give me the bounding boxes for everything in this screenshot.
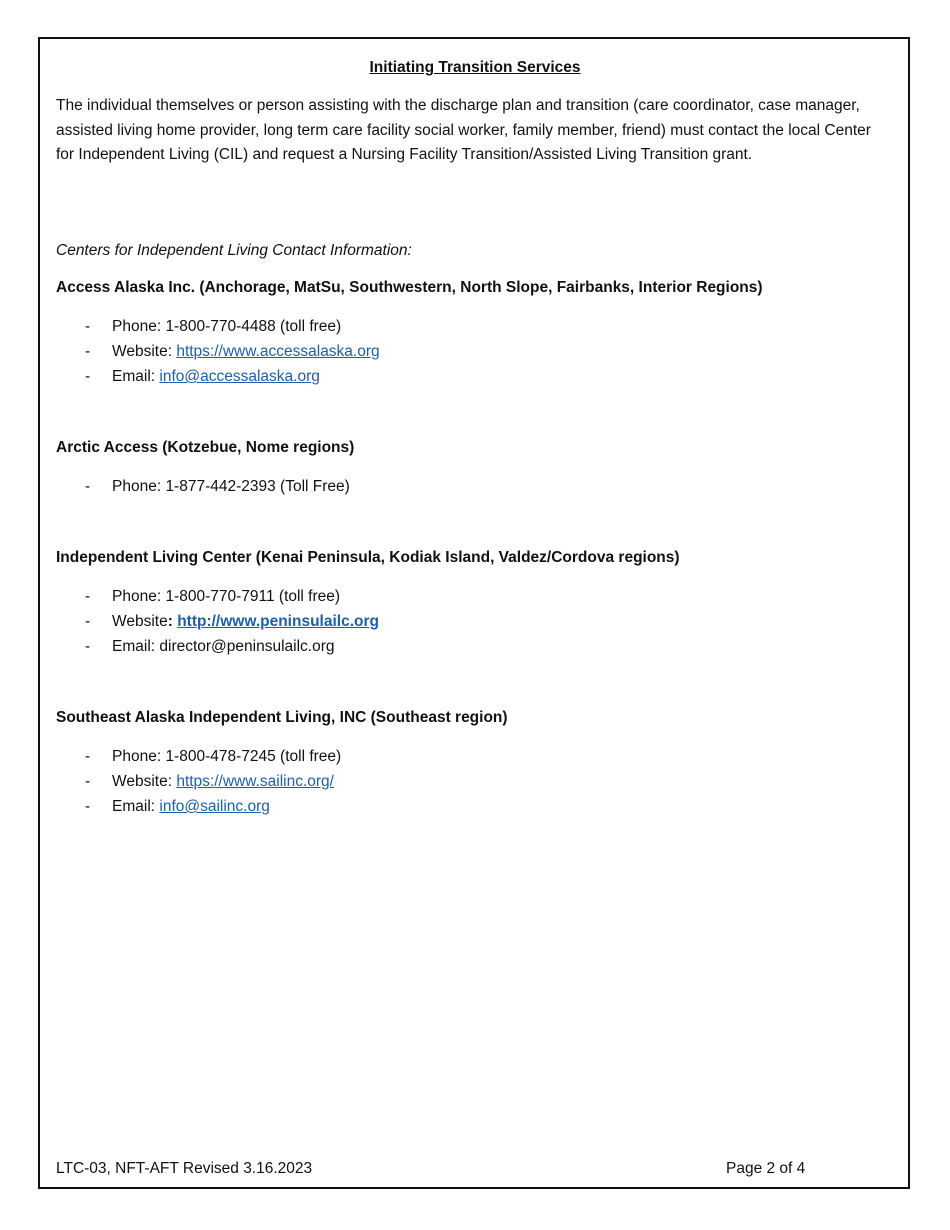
page-title: Initiating Transition Services (369, 59, 581, 76)
website-label: Website: (112, 343, 177, 360)
org-name-independent-living-center: Independent Living Center (Kenai Peninsula, Kodiak Island, Valdez/Cordova regions) (56, 549, 680, 566)
org-name-sail: Southeast Alaska Independent Living, INC (Southeast region) (56, 709, 508, 726)
email-label: Email: (112, 368, 160, 385)
org-name-access-alaska: Access Alaska Inc. (Anchorage, MatSu, Southwestern, North Slope, Fairbanks, Interior Regions) (56, 279, 763, 296)
phone-value: 1-800-770-4488 (toll free) (165, 318, 342, 335)
bullet-dash: - (85, 318, 91, 335)
email-value: director@peninsulailc.org (159, 638, 335, 655)
footer-revision: LTC-03, NFT-AFT Revised 3.16.2023 (56, 1160, 313, 1177)
email-label: Email: (112, 638, 160, 655)
website-link[interactable]: http://www.peninsulailc.org (177, 613, 379, 630)
phone-value: 1-800-770-7911 (toll free) (165, 588, 341, 605)
bullet-dash: - (85, 478, 91, 495)
email-label: Email: (112, 798, 160, 815)
website-link[interactable]: https://www.sailinc.org/ (176, 773, 334, 790)
email-link[interactable]: info@accessalaska.org (159, 368, 320, 385)
bullet-dash: - (85, 588, 91, 605)
contact-info-heading: Centers for Independent Living Contact Information: (56, 242, 412, 259)
bullet-dash: - (85, 343, 91, 360)
phone-label: Phone: (112, 478, 166, 495)
intro-paragraph: The individual themselves or person assisting with the discharge plan and transition (care coordinator, case manager, assisted living home provider, long term care facility social worker, family member, friend) must contact the local Center for Independent Living (CIL) and request a Nursing Facility Transition/Assisted Living Transition grant. (56, 97, 871, 163)
website-label: Website: (112, 773, 177, 790)
bullet-dash: - (85, 638, 91, 655)
website-label: Website (112, 613, 168, 630)
bullet-dash: - (85, 798, 91, 815)
phone-value: 1-800-478-7245 (toll free) (165, 748, 342, 765)
phone-label: Phone: (112, 748, 166, 765)
website-colon: : (167, 613, 178, 630)
bullet-dash: - (85, 773, 91, 790)
bullet-dash: - (85, 748, 91, 765)
email-link[interactable]: info@sailinc.org (159, 798, 270, 815)
footer-page-number: Page 2 of 4 (726, 1160, 806, 1177)
website-link[interactable]: https://www.accessalaska.org (176, 343, 380, 360)
phone-value: 1-877-442-2393 (Toll Free) (165, 478, 350, 495)
org-name-arctic-access: Arctic Access (Kotzebue, Nome regions) (56, 439, 355, 456)
phone-label: Phone: (112, 588, 166, 605)
bullet-dash: - (85, 368, 91, 385)
bullet-dash: - (85, 613, 91, 630)
phone-label: Phone: (112, 318, 166, 335)
